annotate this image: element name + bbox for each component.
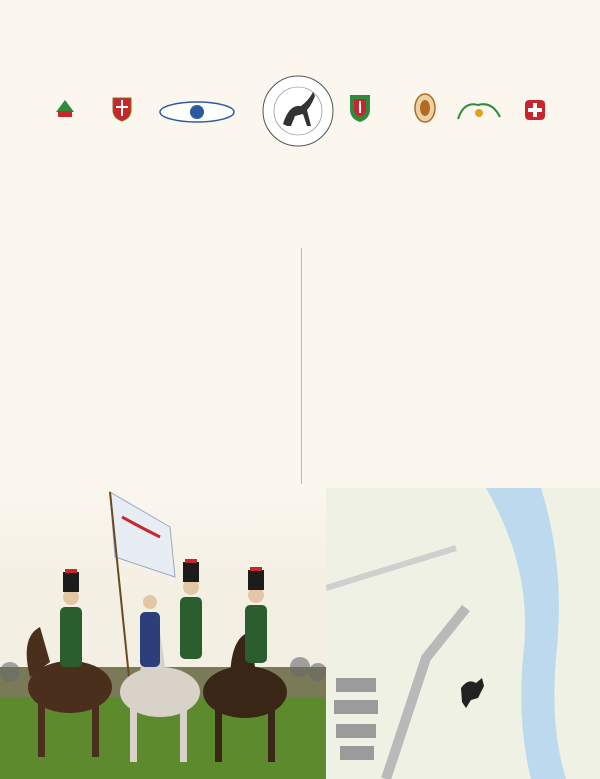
lipoti-pekseg-icon	[456, 99, 502, 121]
orange-seal-icon	[414, 93, 436, 123]
hussar-seal-logo	[255, 72, 340, 150]
hussar-photo	[0, 487, 330, 779]
column-divider	[301, 248, 302, 484]
csepel-300-icon	[158, 100, 236, 124]
lipoti-pekseg-logo	[455, 94, 503, 126]
red-logo-icon	[523, 98, 547, 122]
site-map-image	[326, 488, 600, 779]
program-list-right	[306, 250, 572, 252]
orange-seal-logo	[410, 88, 440, 128]
hussars-on-horseback-image	[0, 487, 330, 779]
ments-eletet-logo	[515, 90, 555, 130]
green-crest-icon	[348, 93, 372, 123]
green-crest-logo	[345, 88, 375, 128]
magyar-haz-logo	[45, 84, 85, 134]
sponsor-logos	[45, 72, 555, 150]
hussar-seal-icon	[261, 74, 335, 148]
festival-site-map	[326, 488, 600, 779]
csepel-300-logo	[157, 92, 237, 132]
crest-icon	[54, 98, 76, 120]
coat-of-arms-icon	[111, 94, 133, 122]
club-logo	[97, 78, 147, 138]
